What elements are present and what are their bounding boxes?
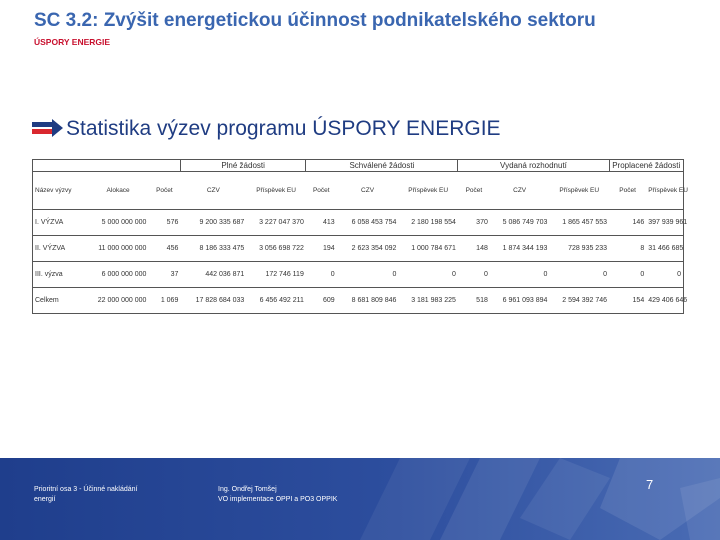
column-header: Počet xyxy=(306,172,337,210)
table-cell: 2 180 198 554 xyxy=(398,210,458,236)
table-row xyxy=(33,210,684,236)
table-cell: 37 xyxy=(148,262,180,288)
footer-mid-line1: Ing. Ondřej Tomšej xyxy=(218,486,277,493)
table-cell: 5 000 000 000 xyxy=(88,210,149,236)
column-header: Počet xyxy=(458,172,490,210)
table-cell: 5 086 749 703 xyxy=(490,210,550,236)
table-cell: 154 xyxy=(609,288,646,314)
table-cell: 456 xyxy=(148,236,180,262)
statistics-table xyxy=(32,159,688,314)
column-header: CZV xyxy=(490,172,550,210)
table-cell: 397 939 961 xyxy=(646,210,683,236)
table-cell: 1 874 344 193 xyxy=(490,236,550,262)
table-cell: 1 069 xyxy=(148,288,180,314)
table-cell: 0 xyxy=(646,262,683,288)
table-cell: 8 xyxy=(609,236,646,262)
table-column-header-row xyxy=(33,172,684,210)
table-cell: 8 681 809 846 xyxy=(337,288,399,314)
group-header: Proplacené žádosti xyxy=(609,160,684,172)
footer-author xyxy=(218,485,388,505)
table-cell: 0 xyxy=(306,262,337,288)
column-header: Počet xyxy=(609,172,646,210)
table-cell: 0 xyxy=(398,262,458,288)
table-cell: 6 000 000 000 xyxy=(88,262,149,288)
table-cell: 576 xyxy=(148,210,180,236)
column-header: Název výzvy xyxy=(33,172,88,210)
table-cell: 0 xyxy=(549,262,609,288)
column-header: CZV xyxy=(337,172,399,210)
table-row xyxy=(33,236,684,262)
table-cell: 370 xyxy=(458,210,490,236)
table-cell: 6 961 093 894 xyxy=(490,288,550,314)
section-heading xyxy=(32,114,501,144)
table-cell: I. VÝZVA xyxy=(33,210,88,236)
statistics-table-wrap xyxy=(32,159,688,314)
table-cell: 609 xyxy=(306,288,337,314)
column-header: Alokace xyxy=(88,172,149,210)
table-cell: 8 186 333 475 xyxy=(180,236,246,262)
table-cell: 11 000 000 000 xyxy=(88,236,149,262)
table-cell: 6 456 492 211 xyxy=(246,288,306,314)
table-cell: 0 xyxy=(609,262,646,288)
table-cell: Celkem xyxy=(33,288,88,314)
column-header: Počet xyxy=(148,172,180,210)
column-header: Příspěvek EU xyxy=(398,172,458,210)
table-cell: 1 865 457 553 xyxy=(549,210,609,236)
table-cell: 429 406 646 xyxy=(646,288,683,314)
section-heading-text: Statistika výzev programu ÚSPORY ENERGIE xyxy=(66,117,501,140)
footer-left-line2: energií xyxy=(34,496,56,504)
column-header: Příspěvek EU xyxy=(246,172,306,210)
footer-priority-axis xyxy=(34,485,184,505)
page-number: 7 xyxy=(646,477,654,492)
table-group-header-row xyxy=(33,160,684,172)
table-cell: 0 xyxy=(458,262,490,288)
footer-left-line1: Prioritní osa 3 - Účinné nakládání xyxy=(34,486,138,493)
table-cell: 3 181 983 225 xyxy=(398,288,458,314)
table-row-total xyxy=(33,288,684,314)
slide-title: SC 3.2: Zvýšit energetickou účinnost podnikatelského sektoru xyxy=(34,10,596,31)
table-cell: 413 xyxy=(306,210,337,236)
table-cell: 1 000 784 671 xyxy=(398,236,458,262)
table-cell: 6 058 453 754 xyxy=(337,210,399,236)
table-cell: II. VÝZVA xyxy=(33,236,88,262)
table-cell: 172 746 119 xyxy=(246,262,306,288)
column-header: Příspěvek EU xyxy=(646,172,683,210)
table-group-spacer xyxy=(33,160,181,172)
group-header: Plné žádosti xyxy=(180,160,306,172)
table-cell: 146 xyxy=(609,210,646,236)
table-cell: 2 623 354 092 xyxy=(337,236,399,262)
table-cell: 2 594 392 746 xyxy=(549,288,609,314)
column-header: CZV xyxy=(180,172,246,210)
table-cell: 3 056 698 722 xyxy=(246,236,306,262)
footer-mid-line2: VO implementace OPPI a PO3 OPPIK xyxy=(218,496,338,504)
table-row xyxy=(33,262,684,288)
group-header: Schválené žádosti xyxy=(306,160,458,172)
table-cell: 442 036 871 xyxy=(180,262,246,288)
table-cell: 0 xyxy=(337,262,399,288)
table-cell: 518 xyxy=(458,288,490,314)
footer-bar xyxy=(0,458,720,540)
table-cell: 0 xyxy=(490,262,550,288)
slide-subtitle: ÚSPORY ENERGIE xyxy=(34,37,111,47)
group-header: Vydaná rozhodnutí xyxy=(458,160,609,172)
table-cell: 194 xyxy=(306,236,337,262)
column-header: Příspěvek EU xyxy=(549,172,609,210)
table-cell: 3 227 047 370 xyxy=(246,210,306,236)
table-cell: 22 000 000 000 xyxy=(88,288,149,314)
arrow-right-icon xyxy=(32,118,64,140)
table-cell: III. výzva xyxy=(33,262,88,288)
table-cell: 9 200 335 687 xyxy=(180,210,246,236)
table-cell: 148 xyxy=(458,236,490,262)
table-cell: 31 466 685 xyxy=(646,236,683,262)
table-cell: 17 828 684 033 xyxy=(180,288,246,314)
table-cell: 728 935 233 xyxy=(549,236,609,262)
